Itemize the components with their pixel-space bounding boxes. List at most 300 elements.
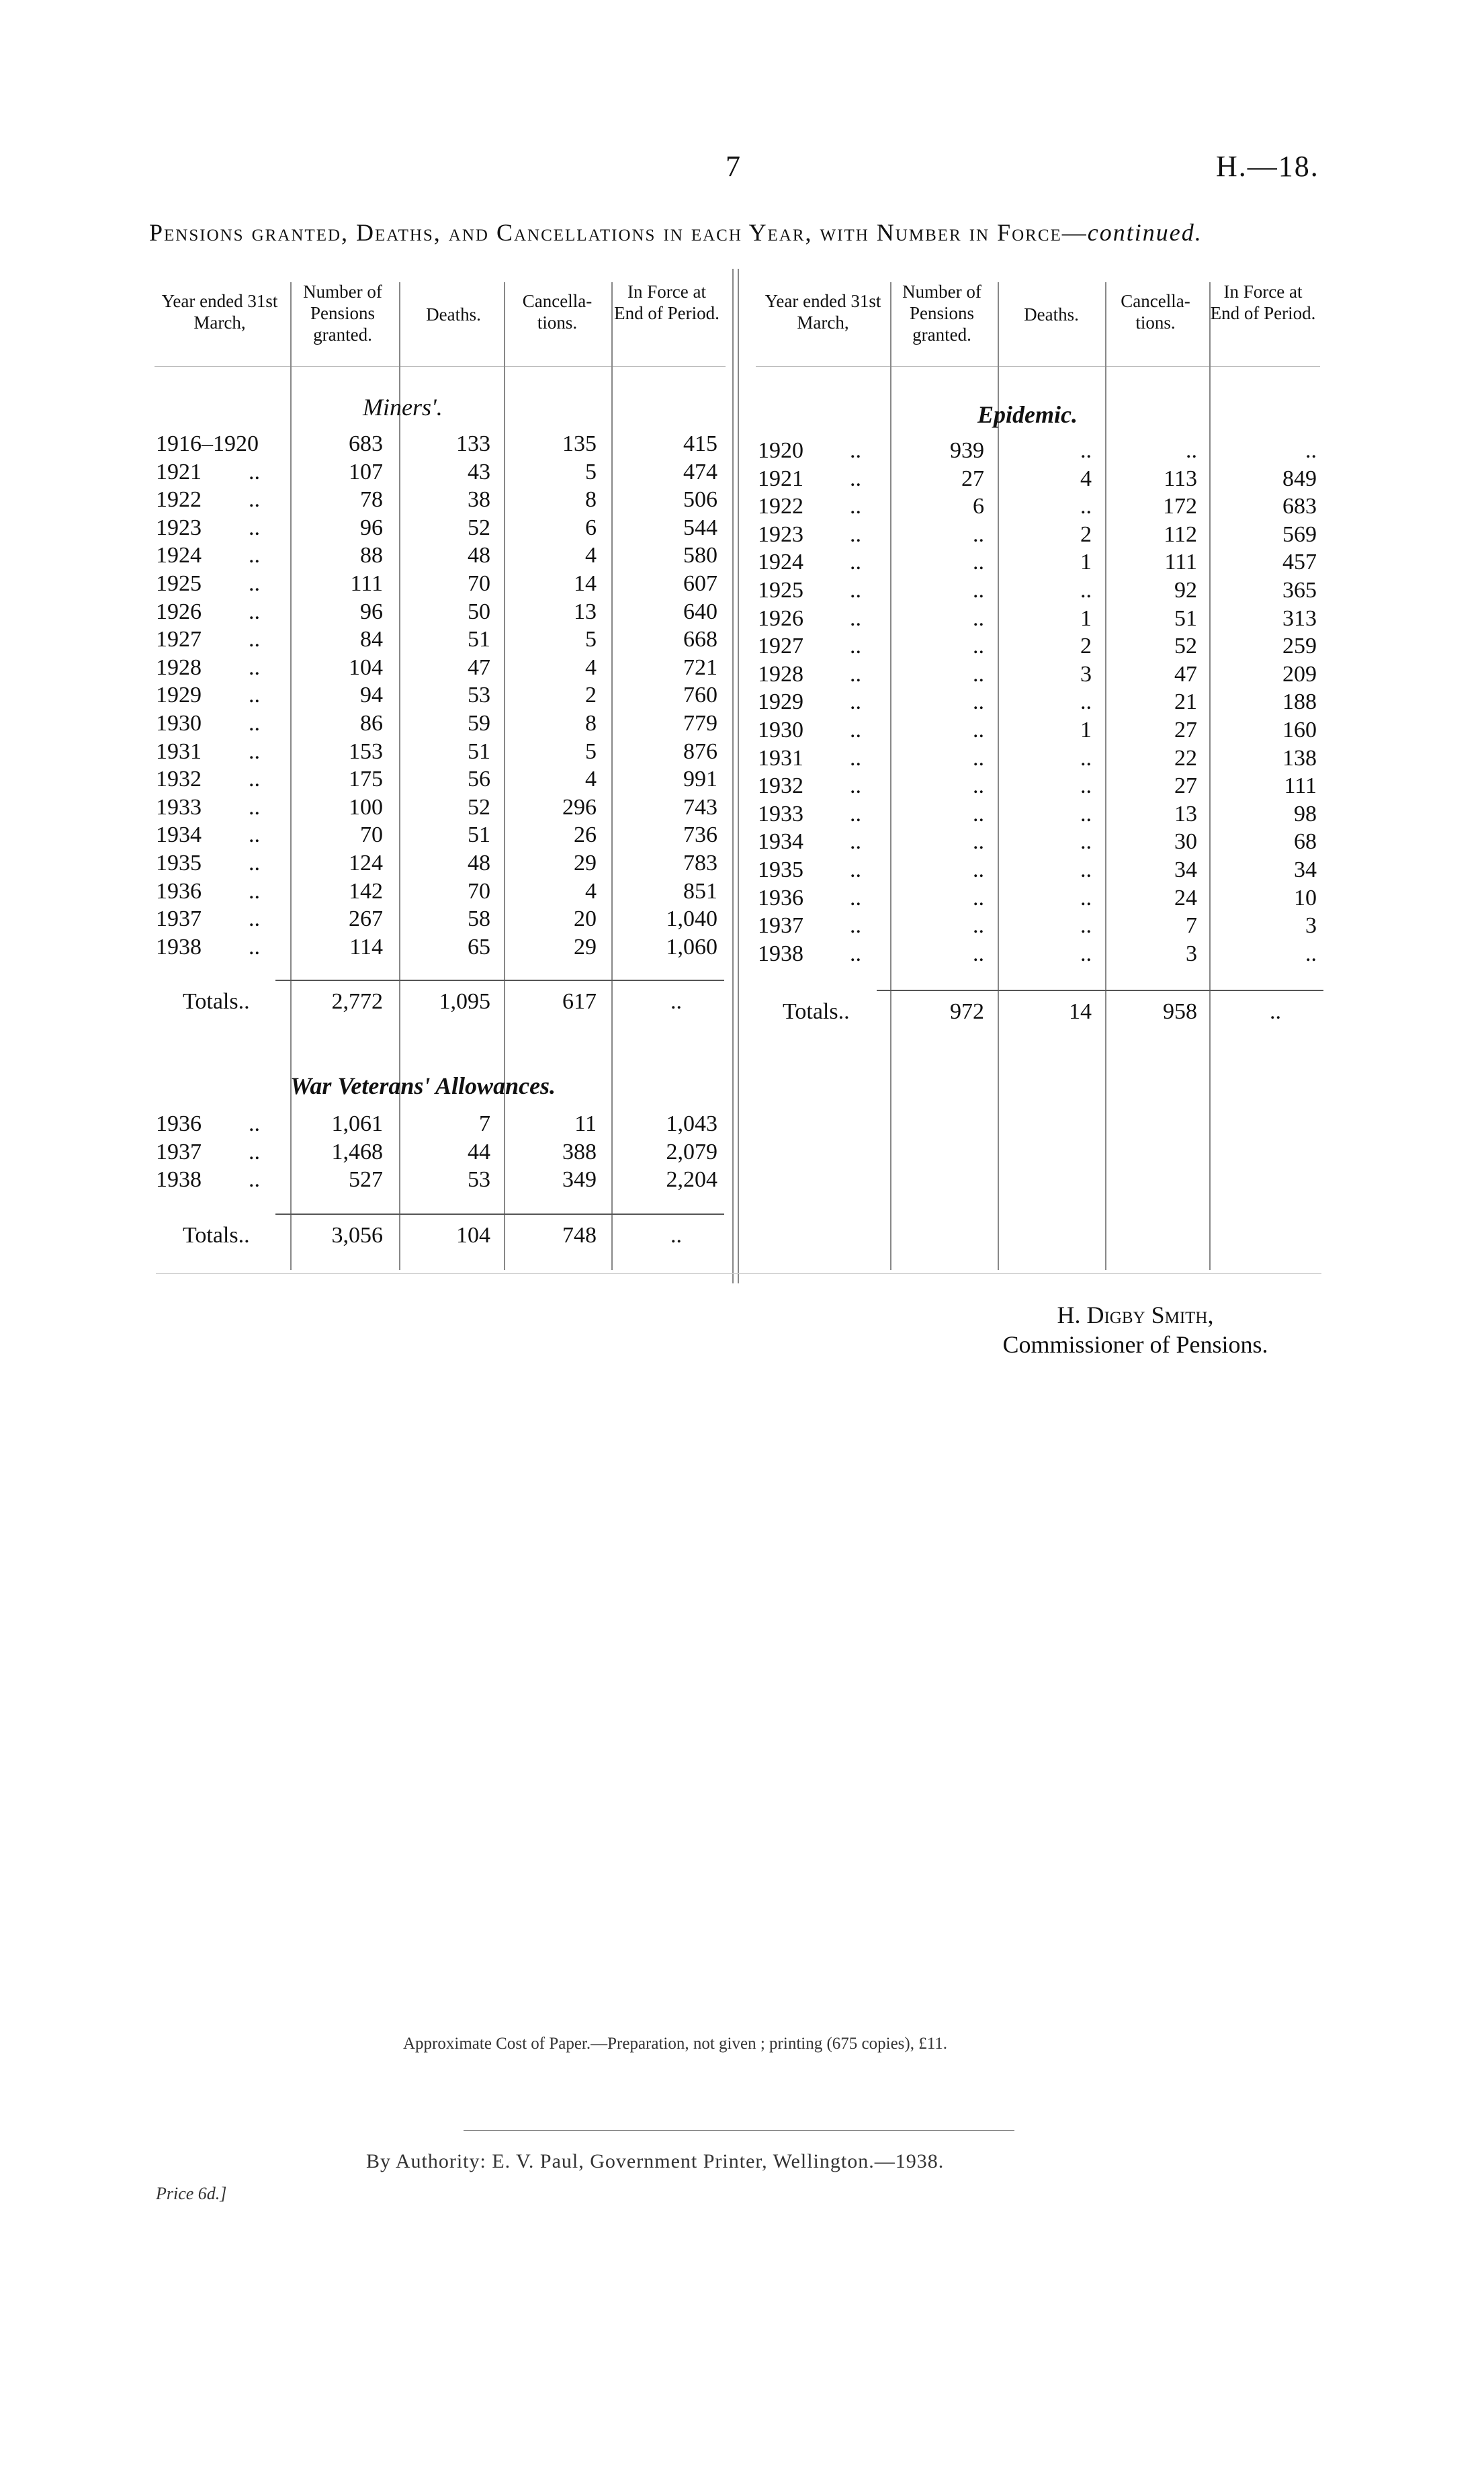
war-veterans-granted: 1,061	[331, 1111, 383, 1136]
epidemic-deaths: ..	[1080, 913, 1092, 939]
war-veterans-granted: 1,468	[331, 1139, 383, 1164]
war-veterans-leader-dots: ..	[249, 1139, 260, 1164]
miners-year: 1930	[156, 711, 202, 736]
epidemic-year: 1926	[758, 605, 803, 631]
miners-year: 1938	[156, 934, 202, 960]
epidemic-granted: ..	[973, 605, 984, 631]
epidemic-leader-dots: ..	[850, 885, 861, 910]
signature-role: Commissioner of Pensions.	[1002, 1331, 1268, 1358]
center-divider-2	[738, 269, 739, 1283]
miners-deaths: 52	[468, 515, 490, 540]
right-col-rule-3	[1105, 282, 1106, 1270]
miners-granted: 683	[349, 431, 383, 456]
epidemic-deaths: 4	[1080, 466, 1092, 491]
epidemic-year: 1937	[758, 913, 803, 939]
miners-cancellations: 29	[574, 934, 597, 960]
epidemic-deaths: ..	[1080, 745, 1092, 771]
epidemic-cancellations: 3	[1186, 941, 1197, 966]
left-header-inforce: In Force at End of Period.	[614, 282, 719, 323]
epidemic-granted: ..	[973, 521, 984, 547]
miners-granted: 142	[349, 878, 383, 904]
authority-line: By Authority: E. V. Paul, Government Printer, Wellington.—1938.	[366, 2150, 945, 2172]
miners-deaths: 51	[468, 822, 490, 848]
miners-granted: 107	[349, 459, 383, 484]
epidemic-year: 1935	[758, 857, 803, 882]
miners-inforce: 721	[683, 654, 717, 680]
miners-leader-dots: ..	[249, 767, 260, 792]
miners-deaths: 58	[468, 906, 490, 932]
epidemic-cancellations: 51	[1174, 605, 1197, 631]
epidemic-cancellations: 24	[1174, 885, 1197, 910]
epidemic-granted: ..	[973, 885, 984, 910]
epidemic-inforce: 569	[1282, 521, 1317, 547]
epidemic-inforce: 457	[1282, 550, 1317, 575]
epidemic-granted: ..	[973, 941, 984, 966]
right-header-granted: Number of Pensions granted.	[902, 282, 981, 345]
miners-leader-dots: ..	[249, 515, 260, 540]
epidemic-cancellations: 27	[1174, 773, 1197, 799]
right-col-rule-2	[998, 282, 999, 1270]
left-header-year: Year ended 31st March,	[161, 291, 278, 333]
miners-year: 1924	[156, 543, 202, 568]
cost-of-paper: Approximate Cost of Paper.—Preparation, not given ; printing (675 copies), £11.	[403, 2035, 948, 2053]
miners-leader-dots: ..	[249, 571, 260, 596]
epidemic-deaths: ..	[1080, 689, 1092, 715]
epidemic-leader-dots: ..	[850, 718, 861, 742]
epidemic-cancellations: 21	[1174, 689, 1197, 715]
miners-deaths: 65	[468, 934, 490, 960]
left-header-rule	[155, 366, 726, 367]
epidemic-leader-dots: ..	[850, 494, 861, 519]
epidemic-year: 1923	[758, 521, 803, 547]
epidemic-deaths: ..	[1080, 578, 1092, 603]
epidemic-deaths: ..	[1080, 494, 1092, 519]
epidemic-leader-dots: ..	[850, 913, 861, 939]
miners-year: 1927	[156, 627, 202, 652]
right-header-inforce: In Force at End of Period.	[1210, 282, 1316, 323]
miners-inforce: 760	[683, 683, 717, 708]
miners-year: 1934	[156, 822, 202, 848]
miners-deaths: 51	[468, 738, 490, 764]
miners-deaths: 48	[468, 851, 490, 876]
miners-deaths: 53	[468, 683, 490, 708]
war-veterans-cancellations: 388	[562, 1139, 597, 1164]
epidemic-cancellations: 111	[1164, 550, 1197, 575]
miners-inforce: 607	[683, 571, 717, 596]
miners-totals-deaths: 1,095	[439, 989, 490, 1014]
epidemic-year: 1931	[758, 745, 803, 771]
miners-granted: 124	[349, 851, 383, 876]
miners-cancellations: 4	[585, 543, 597, 568]
miners-granted: 78	[360, 487, 383, 513]
miners-leader-dots: ..	[249, 794, 260, 820]
miners-granted: 94	[360, 683, 383, 708]
miners-leader-dots: ..	[249, 487, 260, 513]
epidemic-cancellations: 47	[1174, 661, 1197, 687]
epidemic-year: 1928	[758, 661, 803, 687]
miners-leader-dots: ..	[249, 822, 260, 848]
miners-year: 1936	[156, 878, 202, 904]
epidemic-inforce: ..	[1305, 941, 1317, 966]
miners-granted: 111	[350, 571, 383, 596]
epidemic-inforce: ..	[1305, 438, 1317, 463]
epidemic-cancellations: 34	[1174, 857, 1197, 882]
miners-leader-dots: ..	[249, 851, 260, 876]
miners-deaths: 48	[468, 543, 490, 568]
epidemic-leader-dots: ..	[850, 857, 861, 882]
epidemic-year: 1921	[758, 466, 803, 491]
epidemic-cancellations: 22	[1174, 745, 1197, 771]
miners-cancellations: 5	[585, 627, 597, 652]
epidemic-deaths: 1	[1080, 605, 1092, 631]
war-veterans-leader-dots: ..	[249, 1167, 260, 1193]
miners-cancellations: 29	[574, 851, 597, 876]
miners-year: 1932	[156, 767, 202, 792]
epidemic-deaths: 1	[1080, 550, 1092, 575]
miners-inforce: 640	[683, 599, 717, 624]
miners-inforce: 991	[683, 767, 717, 792]
epidemic-inforce: 683	[1282, 494, 1317, 519]
epidemic-granted: ..	[973, 634, 984, 659]
miners-leader-dots: ..	[249, 738, 260, 764]
epidemic-deaths: ..	[1080, 857, 1092, 882]
miners-deaths: 43	[468, 459, 490, 484]
miners-cancellations: 13	[574, 599, 597, 624]
epidemic-deaths: ..	[1080, 773, 1092, 799]
epidemic-inforce: 34	[1294, 857, 1317, 882]
epidemic-deaths: ..	[1080, 438, 1092, 463]
epidemic-totals-inforce: ..	[1270, 999, 1281, 1024]
table-bottom-rule	[156, 1273, 1321, 1274]
miners-granted: 96	[360, 599, 383, 624]
miners-inforce: 743	[683, 794, 717, 820]
epidemic-deaths: 2	[1080, 521, 1092, 547]
miners-leader-dots: ..	[249, 711, 260, 736]
miners-inforce: 668	[683, 627, 717, 652]
miners-year: 1935	[156, 851, 202, 876]
epidemic-granted: ..	[973, 913, 984, 939]
epidemic-totals-cancellations: 958	[1163, 999, 1197, 1024]
epidemic-leader-dots: ..	[850, 634, 861, 659]
miners-year: 1929	[156, 683, 202, 708]
miners-inforce: 1,060	[666, 934, 717, 960]
war-veterans-totals-deaths: 104	[456, 1223, 490, 1248]
left-col-rule-2	[399, 282, 400, 1270]
miners-year: 1922	[156, 487, 202, 513]
miners-cancellations: 8	[585, 487, 597, 513]
epidemic-deaths: 2	[1080, 634, 1092, 659]
miners-totals-granted: 2,772	[331, 989, 383, 1014]
epidemic-cancellations: 52	[1174, 634, 1197, 659]
miners-cancellations: 2	[585, 683, 597, 708]
war-veterans-deaths: 7	[479, 1111, 490, 1136]
epidemic-granted: ..	[973, 661, 984, 687]
miners-cancellations: 4	[585, 878, 597, 904]
miners-inforce: 851	[683, 878, 717, 904]
epidemic-inforce: 98	[1294, 801, 1317, 826]
miners-year: 1916–1920	[156, 431, 259, 456]
epidemic-totals-deaths: 14	[1069, 999, 1092, 1024]
right-header-rule	[756, 366, 1320, 367]
epidemic-cancellations: 7	[1186, 913, 1197, 939]
right-header-year: Year ended 31st March,	[765, 291, 881, 333]
miners-deaths: 38	[468, 487, 490, 513]
miners-deaths: 52	[468, 794, 490, 820]
epidemic-cancellations: 113	[1164, 466, 1197, 491]
miners-cancellations: 296	[562, 794, 597, 820]
war-veterans-inforce: 2,204	[666, 1167, 717, 1193]
miners-leader-dots: ..	[249, 906, 260, 932]
left-col-rule-3	[504, 282, 505, 1270]
miners-year: 1926	[156, 599, 202, 624]
epidemic-inforce: 365	[1282, 578, 1317, 603]
miners-granted: 86	[360, 711, 383, 736]
miners-cancellations: 26	[574, 822, 597, 848]
epidemic-leader-dots: ..	[850, 941, 861, 966]
miners-cancellations: 135	[562, 431, 597, 456]
center-divider-1	[732, 269, 734, 1283]
epidemic-granted: ..	[973, 689, 984, 715]
epidemic-granted: ..	[973, 857, 984, 882]
war-veterans-deaths: 44	[468, 1139, 490, 1164]
signature-name: H. Digby Smith,	[1057, 1302, 1214, 1328]
miners-deaths: 50	[468, 599, 490, 624]
miners-year: 1931	[156, 738, 202, 764]
signature-block	[941, 1300, 1330, 1359]
epidemic-leader-dots: ..	[850, 745, 861, 771]
epidemic-inforce: 849	[1282, 466, 1317, 491]
left-col-rule-4	[611, 282, 613, 1270]
miners-leader-dots: ..	[249, 654, 260, 680]
epidemic-leader-dots: ..	[850, 773, 861, 799]
war-veterans-inforce: 1,043	[666, 1111, 717, 1136]
epidemic-inforce: 209	[1282, 661, 1317, 687]
epidemic-inforce: 111	[1284, 773, 1317, 799]
epidemic-cancellations: 13	[1174, 801, 1197, 826]
epidemic-year: 1927	[758, 634, 803, 659]
left-header-granted: Number of Pensions granted.	[303, 282, 382, 345]
miners-totals-rule	[275, 980, 724, 981]
epidemic-inforce: 3	[1305, 913, 1317, 939]
page-number: 7	[726, 150, 740, 183]
epidemic-deaths: 1	[1080, 718, 1092, 742]
epidemic-year: 1924	[758, 550, 803, 575]
epidemic-leader-dots: ..	[850, 605, 861, 631]
epidemic-granted: ..	[973, 745, 984, 771]
footer-rule	[464, 2130, 1014, 2131]
war-veterans-year: 1937	[156, 1139, 202, 1164]
miners-inforce: 736	[683, 822, 717, 848]
miners-leader-dots: ..	[249, 543, 260, 568]
right-header-cancellations: Cancella-tions.	[1121, 291, 1190, 333]
miners-deaths: 51	[468, 627, 490, 652]
epidemic-cancellations: 30	[1174, 829, 1197, 855]
epidemic-leader-dots: ..	[850, 801, 861, 826]
epidemic-cancellations: 172	[1163, 494, 1197, 519]
right-col-rule-1	[890, 282, 891, 1270]
epidemic-leader-dots: ..	[850, 829, 861, 855]
miners-leader-dots: ..	[249, 683, 260, 708]
miners-granted: 104	[349, 654, 383, 680]
left-header-deaths: Deaths.	[426, 304, 481, 325]
war-veterans-totals-rule	[275, 1214, 724, 1215]
epidemic-granted: ..	[973, 829, 984, 855]
miners-leader-dots: ..	[249, 934, 260, 960]
miners-deaths: 70	[468, 571, 490, 596]
miners-granted: 100	[349, 794, 383, 820]
miners-totals-inforce: ..	[670, 989, 682, 1014]
epidemic-cancellations: 112	[1164, 521, 1197, 547]
war-veterans-cancellations: 11	[574, 1111, 597, 1136]
right-header-deaths: Deaths.	[1024, 304, 1079, 325]
epidemic-year: 1925	[758, 578, 803, 603]
epidemic-inforce: 138	[1282, 745, 1317, 771]
epidemic-cancellations: 27	[1174, 718, 1197, 742]
epidemic-leader-dots: ..	[850, 438, 861, 463]
miners-cancellations: 6	[585, 515, 597, 540]
epidemic-granted: ..	[973, 773, 984, 799]
war-veterans-totals-cancellations: 748	[562, 1223, 597, 1248]
epidemic-leader-dots: ..	[850, 466, 861, 491]
epidemic-heading: Epidemic.	[977, 401, 1078, 428]
price: Price 6d.]	[156, 2184, 227, 2203]
war-veterans-inforce: 2,079	[666, 1139, 717, 1164]
miners-totals-cancellations: 617	[562, 989, 597, 1014]
epidemic-granted: ..	[973, 578, 984, 603]
epidemic-deaths: ..	[1080, 885, 1092, 910]
epidemic-year: 1929	[758, 689, 803, 715]
miners-leader-dots: ..	[249, 878, 260, 904]
epidemic-totals-granted: 972	[950, 999, 984, 1024]
miners-cancellations: 20	[574, 906, 597, 932]
miners-cancellations: 4	[585, 767, 597, 792]
miners-deaths: 59	[468, 711, 490, 736]
miners-granted: 153	[349, 738, 383, 764]
epidemic-deaths: ..	[1080, 941, 1092, 966]
miners-cancellations: 5	[585, 738, 597, 764]
miners-inforce: 474	[683, 459, 717, 484]
war-veterans-year: 1938	[156, 1167, 202, 1193]
miners-year: 1921	[156, 459, 202, 484]
epidemic-granted: 27	[961, 466, 984, 491]
epidemic-year: 1932	[758, 773, 803, 799]
miners-year: 1925	[156, 571, 202, 596]
war-veterans-cancellations: 349	[562, 1167, 597, 1193]
epidemic-deaths: ..	[1080, 829, 1092, 855]
table-title-main: Pensions granted, Deaths, and Cancellations in each Year, with Number in Force—	[149, 219, 1088, 246]
epidemic-granted: ..	[973, 550, 984, 575]
miners-year: 1937	[156, 906, 202, 932]
miners-cancellations: 5	[585, 459, 597, 484]
epidemic-cancellations: ..	[1186, 438, 1197, 463]
miners-deaths: 133	[456, 431, 490, 456]
epidemic-inforce: 313	[1282, 605, 1317, 631]
miners-year: 1933	[156, 794, 202, 820]
epidemic-leader-dots: ..	[850, 661, 861, 687]
epidemic-year: 1936	[758, 885, 803, 910]
epidemic-inforce: 188	[1282, 689, 1317, 715]
epidemic-year: 1933	[758, 801, 803, 826]
document-reference: H.—18.	[1216, 150, 1319, 183]
miners-inforce: 544	[683, 515, 717, 540]
left-header-cancellations: Cancella-tions.	[522, 291, 593, 333]
epidemic-deaths: 3	[1080, 661, 1092, 687]
miners-granted: 114	[349, 934, 383, 960]
miners-inforce: 506	[683, 487, 717, 513]
miners-year: 1923	[156, 515, 202, 540]
epidemic-totals-rule	[877, 990, 1323, 991]
miners-granted: 88	[360, 543, 383, 568]
left-col-rule-1	[290, 282, 292, 1270]
miners-inforce: 415	[683, 431, 717, 456]
miners-inforce: 876	[683, 738, 717, 764]
epidemic-leader-dots: ..	[850, 521, 861, 547]
miners-leader-dots: ..	[249, 599, 260, 624]
epidemic-inforce: 160	[1282, 718, 1317, 742]
war-veterans-year: 1936	[156, 1111, 202, 1136]
war-veterans-deaths: 53	[468, 1167, 490, 1193]
war-veterans-totals-granted: 3,056	[331, 1223, 383, 1248]
miners-deaths: 70	[468, 878, 490, 904]
epidemic-granted: 939	[950, 438, 984, 463]
miners-inforce: 779	[683, 711, 717, 736]
right-col-rule-4	[1209, 282, 1211, 1270]
epidemic-year: 1922	[758, 494, 803, 519]
miners-deaths: 47	[468, 654, 490, 680]
epidemic-inforce: 259	[1282, 634, 1317, 659]
miners-deaths: 56	[468, 767, 490, 792]
miners-leader-dots: ..	[249, 627, 260, 652]
war-veterans-totals-inforce: ..	[670, 1223, 682, 1248]
miners-cancellations: 8	[585, 711, 597, 736]
epidemic-year: 1920	[758, 438, 803, 463]
miners-year: 1928	[156, 654, 202, 680]
epidemic-year: 1938	[758, 941, 803, 966]
epidemic-inforce: 68	[1294, 829, 1317, 855]
miners-granted: 267	[349, 906, 383, 932]
miners-inforce: 783	[683, 851, 717, 876]
miners-inforce: 1,040	[666, 906, 717, 932]
epidemic-leader-dots: ..	[850, 689, 861, 715]
war-veterans-leader-dots: ..	[249, 1111, 260, 1136]
epidemic-year: 1934	[758, 829, 803, 855]
miners-inforce: 580	[683, 543, 717, 568]
epidemic-granted: ..	[973, 801, 984, 826]
miners-granted: 175	[349, 767, 383, 792]
miners-leader-dots: ..	[249, 459, 260, 484]
miners-granted: 84	[360, 627, 383, 652]
epidemic-leader-dots: ..	[850, 550, 861, 575]
epidemic-granted: 6	[973, 494, 984, 519]
epidemic-totals-label: Totals..	[783, 999, 850, 1024]
miners-totals-label: Totals..	[183, 989, 250, 1014]
miners-cancellations: 4	[585, 654, 597, 680]
epidemic-cancellations: 92	[1174, 578, 1197, 603]
epidemic-inforce: 10	[1294, 885, 1317, 910]
epidemic-leader-dots: ..	[850, 578, 861, 603]
table-title	[149, 218, 1203, 247]
epidemic-granted: ..	[973, 718, 984, 742]
war-veterans-granted: 527	[349, 1167, 383, 1193]
war-veterans-heading: War Veterans' Allowances.	[290, 1072, 556, 1099]
miners-granted: 96	[360, 515, 383, 540]
war-veterans-totals-label: Totals..	[183, 1223, 250, 1248]
miners-granted: 70	[360, 822, 383, 848]
epidemic-deaths: ..	[1080, 801, 1092, 826]
table-title-continued: continued.	[1087, 219, 1203, 246]
miners-heading: Miners'.	[363, 394, 443, 421]
epidemic-year: 1930	[758, 718, 803, 742]
